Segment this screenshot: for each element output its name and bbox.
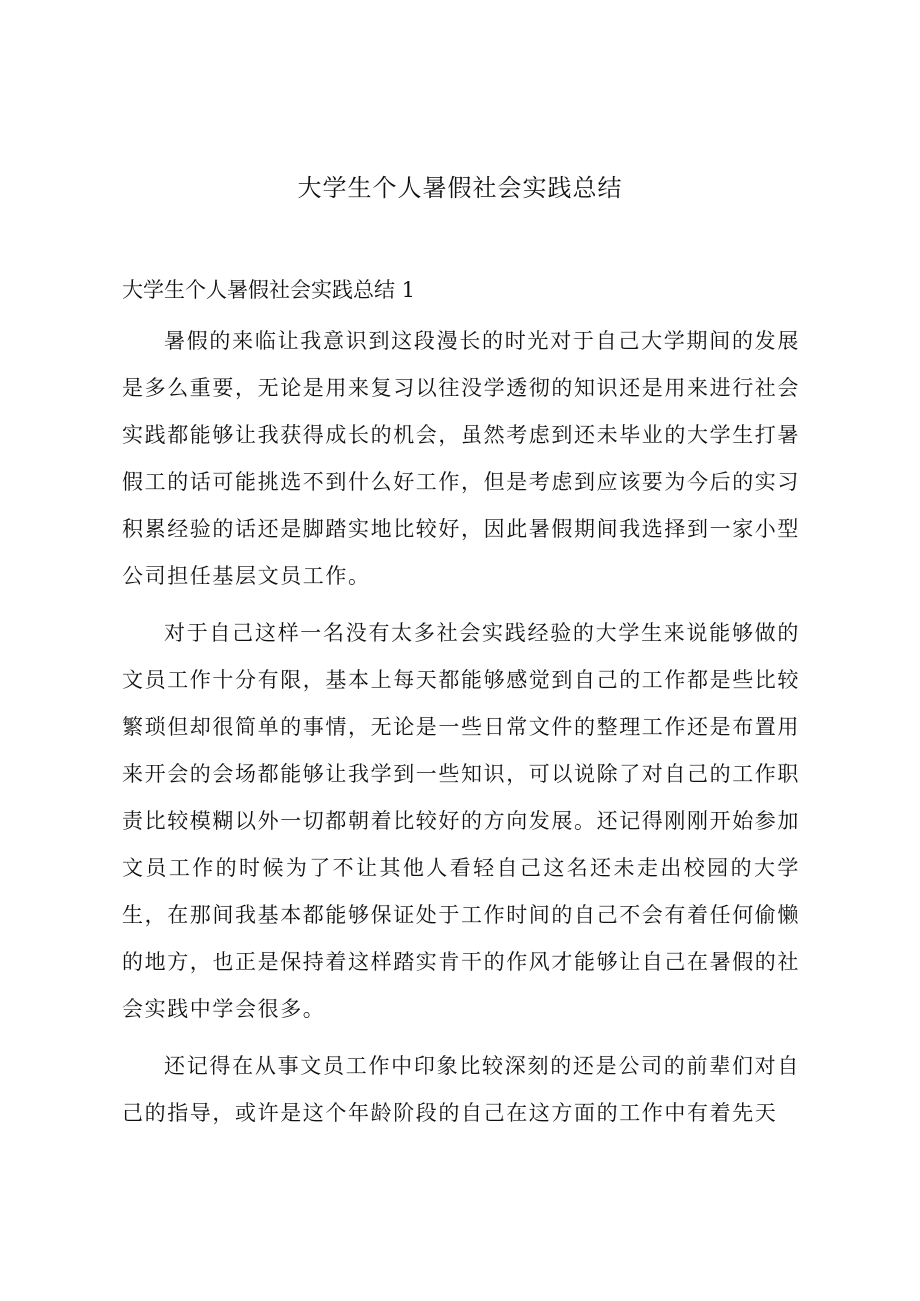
paragraph-3: 还记得在从事文员工作中印象比较深刻的还是公司的前辈们对自己的指导，或许是这个年龄阶段的自己在这方面的工作中有着先天	[122, 1054, 800, 1125]
document-title: 大学生个人暑假社会实践总结	[297, 174, 623, 202]
section-heading: 大学生个人暑假社会实践总结 1	[122, 278, 416, 302]
paragraph-2: 对于自己这样一名没有太多社会实践经验的大学生来说能够做的文员工作十分有限，基本上每天都能够感觉到自己的工作都是些比较繁琐但却很简单的事情，无论是一些日常文件的整理工作还是布置用来开会的会场都能够让我学到一些知识，可以说除了对自己的工作职责比较模糊以外一切都朝着比较好的方向发展。还记得刚刚开始参加文员工作的时候为了不让其他人看轻自己这名还未走出校园的大学生，在那间我基本都能够保证处于工作时间的自己不会有着任何偷懒的地方，也正是保持着这样踏实肯干的作风才能够让自己在暑假的社会实践中学会很多。	[122, 621, 800, 1021]
paragraph-1: 暑假的来临让我意识到这段漫长的时光对于自己大学期间的发展是多么重要，无论是用来复习以往没学透彻的知识还是用来进行社会实践都能够让我获得成长的机会，虽然考虑到还未毕业的大学生打暑假工的话可能挑选不到什么好工作，但是考虑到应该要为今后的实习积累经验的话还是脚踏实地比较好，因此暑假期间我选择到一家小型公司担任基层文员工作。	[122, 329, 800, 588]
document-body	[122, 318, 800, 1147]
